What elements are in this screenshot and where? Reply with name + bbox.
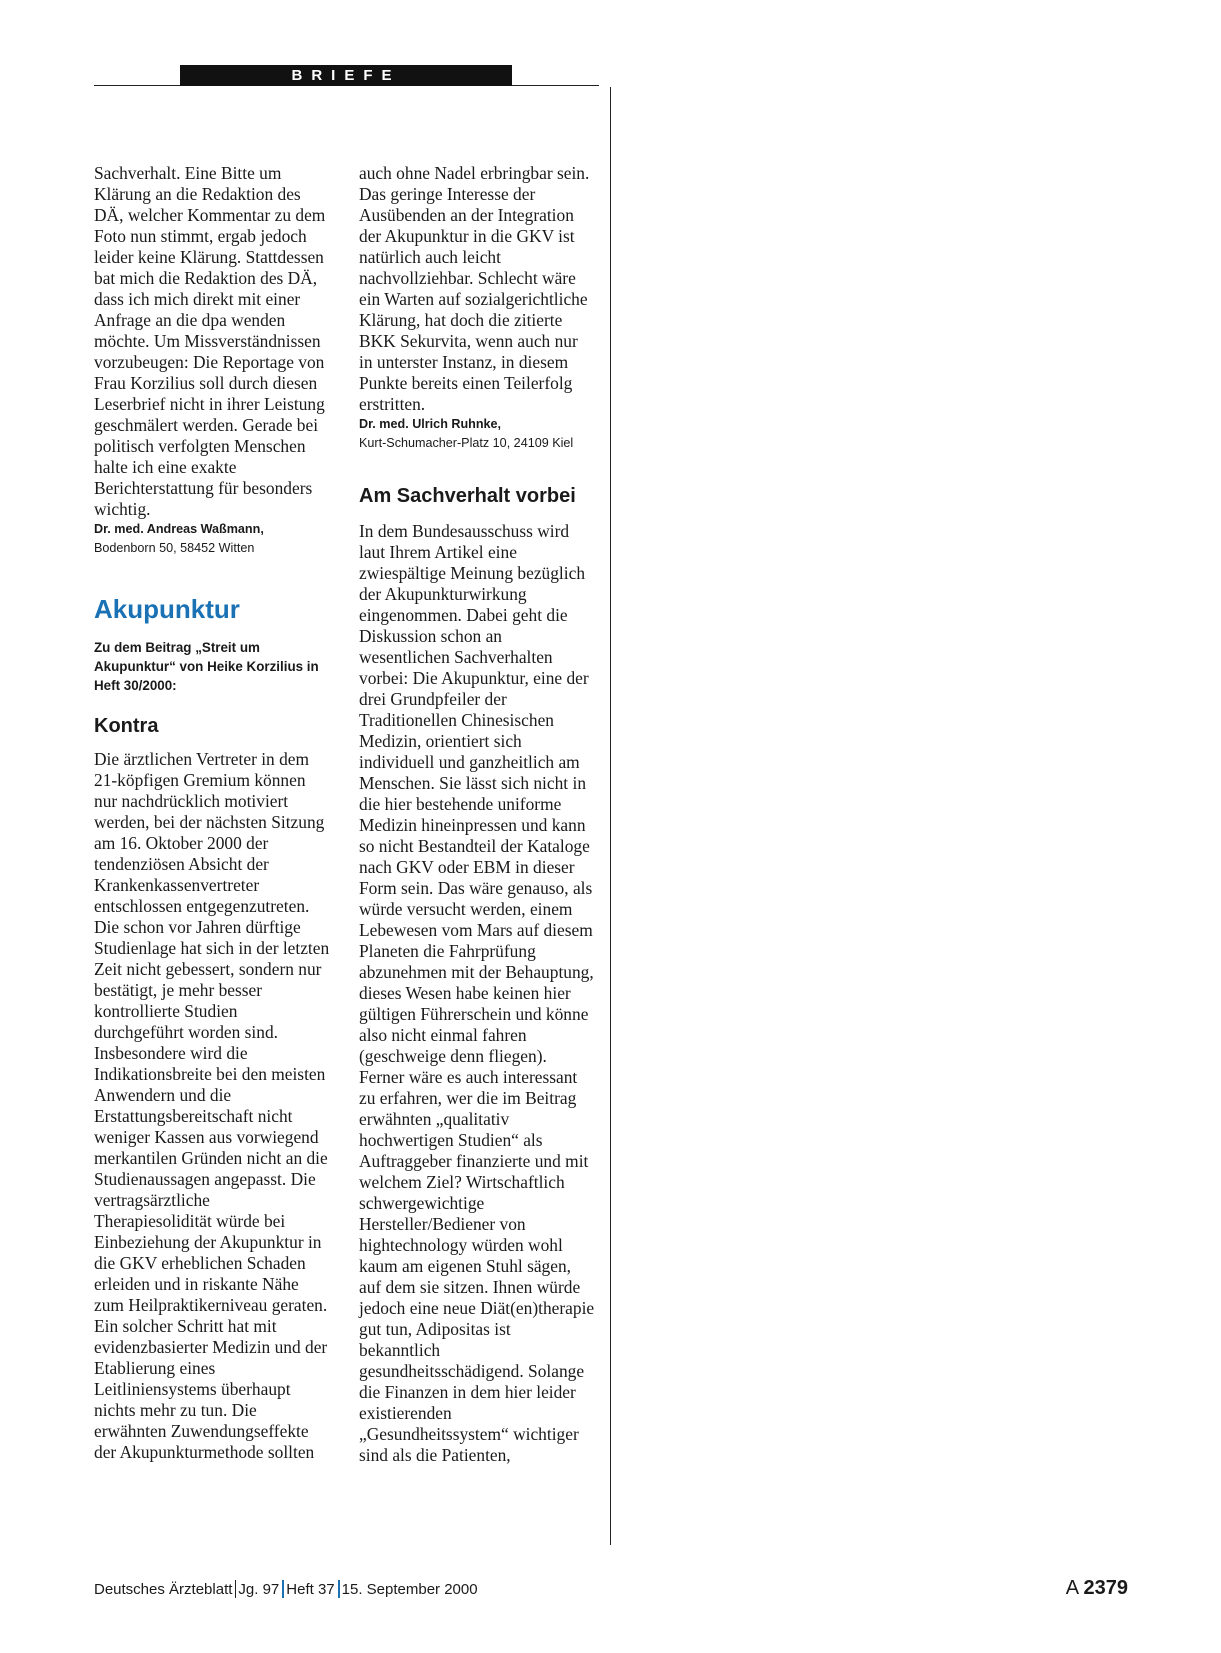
section-label: BRIEFE: [180, 65, 512, 86]
letter1-body: Sachverhalt. Eine Bitte um Klärung an die Redaktion des DÄ, welcher Kommentar zu dem Foto nun stimmt, ergab jedoch leider keine Klärung. Stattdessen bat mich die Redaktion des DÄ, dass ich mich direkt mit einer Anfrage an die dpa wenden möchte. Um Missverständnissen vorzubeugen: Die Reportage von Frau Korzilius soll durch diesen Leserbrief nicht in ihrer Leistung geschmälert werden. Gerade bei politisch verfolgten Menschen halte ich eine exakte Berichterstattung für besonders wichtig.: [94, 163, 326, 519]
footer-volume: Jg. 97: [238, 1581, 280, 1598]
page-footer: [94, 1580, 478, 1600]
footer-journal: Deutsches Ärzteblatt: [94, 1581, 233, 1598]
left-column: [94, 163, 330, 1463]
letter1-author: Dr. med. Andreas Waßmann,: [94, 522, 264, 536]
rubric-intro: Zu dem Beitrag „Streit um Akupunktur“ von Heike Korzilius in Heft 30/2000:: [94, 640, 319, 693]
kontra-address: Kurt-Schumacher-Platz 10, 24109 Kiel: [359, 436, 574, 450]
page-prefix: A: [1065, 1577, 1078, 1599]
letter1-address: Bodenborn 50, 58452 Witten: [94, 541, 255, 555]
column-rule: [610, 87, 611, 1545]
rubric-title: Akupunktur: [94, 594, 240, 624]
right-column: [359, 163, 595, 1466]
footer-separator-accent: [282, 1580, 284, 1598]
footer-separator: [235, 1580, 236, 1598]
letter3-body: In dem Bundesausschuss wird laut Ihrem Artikel eine zwiespältige Meinung bezüglich der Akupunkturwirkung eingenommen. Dabei geht die Diskussion schon an wesentlichen Sachverhalten vorbei: Die Akupunktur, eine der drei Grundpfeiler der Traditionellen Chinesischen Medizin, orientiert sich individuell und ganzheitlich am Menschen. Sie lässt sich nicht in die hier bestehende uniforme Medizin hineinpressen und kann so nicht Bestandteil der Kataloge nach GKV oder EBM in dieser Form sein. Das wäre genauso, als würde versucht werden, einem Lebewesen vom Mars auf diesem Planeten die Fahrprüfung abzunehmen mit der Behauptung, dieses Wesen habe keinen hier gültigen Führerschein und könne also nicht einmal fahren (geschweige denn fliegen). Ferner wäre es auch interessant zu erfahren, wer die im Beitrag erwähnten „qualitativ hochwertigen Studien“ als Auftraggeber finanzierte und mit welchem Ziel? Wirtschaftlich schwergewichtige Hersteller/Bediener von hightechnology würden wohl kaum am eigenen Stuhl sägen, auf dem sie sitzen. Ihnen würde jedoch eine neue Diät(en)therapie gut tun, Adipositas ist bekanntlich gesundheitsschädigend. Solange die Finanzen in dem hier leider existierenden „Gesundheitssystem“ wichtiger sind als die Patienten,: [359, 521, 595, 1465]
letter3-headline: Am Sachverhalt vorbei: [359, 485, 576, 507]
kontra-author: Dr. med. Ulrich Ruhnke,: [359, 417, 502, 431]
footer-issue: Heft 37: [286, 1581, 335, 1598]
footer-separator-accent: [338, 1580, 340, 1598]
kontra-headline: Kontra: [94, 715, 159, 737]
footer-date: 15. September 2000: [341, 1581, 478, 1598]
kontra-body: Die ärztlichen Vertreter in dem 21-köpfigen Gremium können nur nachdrücklich motiviert werden, bei der nächsten Sitzung am 16. Oktober 2000 der tendenziösen Absicht der Krankenkassenvertreter entschlossen entgegenzutreten. Die schon vor Jahren dürftige Studienlage hat sich in der letzten Zeit nicht gebessert, sondern nur bestätigt, je mehr besser kontrollierte Studien durchgeführt worden sind. Insbesondere wird die Indikationsbreite bei den meisten Anwendern und die Erstattungsbereitschaft nicht weniger Kassen aus vorwiegend merkantilen Gründen nicht an die Studienaussagen angepasst. Die vertragsärztliche Therapiesolidität würde bei Einbeziehung der Akupunktur in die GKV erheblichen Schaden erleiden und in riskante Nähe zum Heilpraktikerniveau geraten. Ein solcher Schritt hat mit evidenzbasierter Medizin und der Etablierung eines Leitliniensystems überhaupt nichts mehr zu tun. Die erwähnten Zuwendungseffekte der Akupunkturmethode sollten: [94, 749, 330, 1462]
page-number-value: 2379: [1083, 1577, 1128, 1599]
page-number: [1066, 1576, 1128, 1600]
kontra-body-continued: auch ohne Nadel erbringbar sein. Das geringe Interesse der Ausübenden an der Integration der Akupunktur in die GKV ist natürlich auch leicht nachvollziehbar. Schlecht wäre ein Warten auf sozialgerichtliche Klärung, hat doch die zitierte BKK Sekurvita, wenn auch nur in unterster Instanz, in diesem Punkte bereits einen Teilerfolg erstritten.: [359, 163, 590, 414]
